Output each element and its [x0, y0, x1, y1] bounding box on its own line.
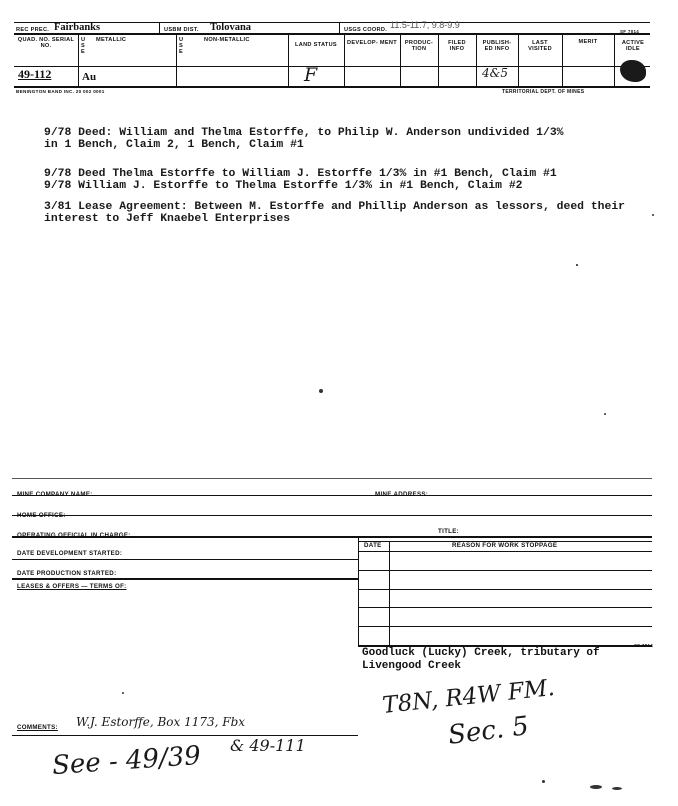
serial-value: 49-112: [18, 67, 52, 81]
form-rule: [12, 578, 358, 580]
form-rule: [12, 515, 652, 516]
divider: [339, 22, 340, 33]
note-entry: 3/81 Lease Agreement: Between M. Estorffe and Phillip Anderson as lessors, deed their interest to Jeff Knaebel Enterprises: [44, 201, 626, 226]
speck: [652, 214, 654, 216]
reason-column-label: REASON FOR WORK STOPPAGE: [452, 542, 558, 549]
agency-line: TERRITORIAL DEPT. OF MINES: [502, 89, 585, 95]
and-reference: & 49-111: [230, 736, 306, 755]
divider: [358, 536, 359, 646]
metallic-value: Au: [82, 71, 97, 83]
speck: [576, 264, 578, 266]
speck: [319, 389, 323, 393]
filed-info-label: FILED INFO: [448, 40, 466, 52]
form-rule: [12, 559, 358, 560]
header-card: [14, 22, 650, 94]
form-code-top: SF 7014: [620, 29, 640, 34]
card-edge: [12, 478, 652, 479]
quad-label: QUAD. NO.: [17, 37, 51, 43]
last-visited-label: LAST VISITED: [528, 40, 552, 52]
mine-address-label: MINE ADDRESS:: [375, 491, 429, 498]
divider: [400, 34, 401, 88]
development-label: DEVELOP- MENT: [347, 40, 397, 46]
divider: [518, 34, 519, 88]
leases-label: LEASES & OFFERS — TERMS OF:: [17, 583, 127, 590]
form-rule: [12, 495, 652, 496]
see-reference: See - 49/39: [51, 740, 202, 782]
divider: [288, 34, 289, 88]
printer-line: BENINGTON BAND INC. 20 002 0001: [16, 89, 105, 94]
use-label-nonmetallic: U S E: [179, 37, 184, 55]
date-production-label: DATE PRODUCTION STARTED:: [17, 570, 117, 577]
form-rule: [358, 589, 652, 590]
title-label: TITLE:: [438, 528, 460, 535]
form-rule: [358, 626, 652, 627]
usbm-dist-value: Tolovana: [210, 22, 252, 33]
divider: [344, 34, 345, 88]
home-office-label: HOME OFFICE:: [17, 512, 66, 519]
form-rule: [358, 570, 652, 571]
form-code-bottom: SF 7014: [634, 643, 654, 648]
speck: [122, 692, 124, 694]
active-idle-label: ACTIVE IDLE: [621, 40, 645, 52]
rec-prec-label: REC PREC.: [16, 27, 50, 33]
use-label-metallic: U S E: [81, 37, 86, 55]
nonmetallic-label: NON-METALLIC: [204, 37, 250, 43]
merit-label: MERIT: [578, 39, 598, 45]
quad-serial-label: [16, 37, 76, 49]
header-row1-rule: [14, 33, 650, 35]
divider: [438, 34, 439, 88]
land-status-value: F: [304, 64, 318, 86]
divider: [78, 34, 79, 88]
divider: [614, 34, 615, 88]
speck: [590, 785, 602, 789]
comments-label: COMMENTS:: [17, 724, 58, 731]
land-status-label: LAND STATUS: [295, 42, 337, 48]
form-rule: [358, 551, 652, 552]
header-row2-rule: [14, 66, 650, 67]
usgs-coord-label: USGS COORD.: [344, 27, 388, 33]
header-bottom-rule: [14, 86, 650, 88]
date-column-label: DATE: [364, 542, 382, 549]
published-info-label: PUBLISH- ED INFO: [482, 40, 512, 52]
rec-prec-value: Fairbanks: [54, 22, 101, 33]
header-top-rule: [14, 22, 650, 23]
location-text: Goodluck (Lucky) Creek, tributary of Livengood Creek: [362, 647, 600, 672]
note-entry: 9/78 Deed: William and Thelma Estorffe, to Philip W. Anderson undivided 1/3% in 1 Bench, Claim 2, 1 Bench, Claim #1: [44, 127, 564, 152]
speck: [612, 787, 622, 790]
divider: [562, 34, 563, 88]
serial-label: SERIAL NO.: [40, 37, 75, 49]
date-development-label: DATE DEVELOPMENT STARTED:: [17, 550, 123, 557]
divider: [476, 34, 477, 88]
ink-blot: [620, 60, 646, 82]
comments-value: W.J. Estorffe, Box 1173, Fbx: [76, 715, 246, 729]
note-entry: 9/78 Deed Thelma Estorffe to William J. Estorffe 1/3% in #1 Bench, Claim #1 9/78 William J. Estorffe to Thelma Estorffe 1/3% in #1 Bench, Claim #2: [44, 168, 557, 193]
form-rule: [358, 607, 652, 608]
divider: [176, 34, 177, 88]
metallic-label: METALLIC: [96, 37, 127, 43]
speck: [542, 780, 545, 783]
operating-official-label: OPERATING OFFICIAL IN CHARGE:: [17, 532, 131, 539]
usgs-coord-value: 11.5-11.7, 9.8-9.9: [390, 20, 460, 30]
township-note: T8N, R4W FM.: [381, 675, 556, 719]
section-note: Sec. 5: [446, 711, 531, 751]
production-label: PRODUC- TION: [404, 40, 434, 52]
divider: [389, 541, 390, 646]
form-rule: [12, 735, 358, 736]
speck: [604, 413, 606, 415]
divider: [159, 22, 160, 33]
mine-company-label: MINE COMPANY NAME:: [17, 491, 93, 498]
published-value: 4&5: [482, 66, 508, 80]
usbm-dist-label: USBM DIST.: [164, 27, 199, 33]
